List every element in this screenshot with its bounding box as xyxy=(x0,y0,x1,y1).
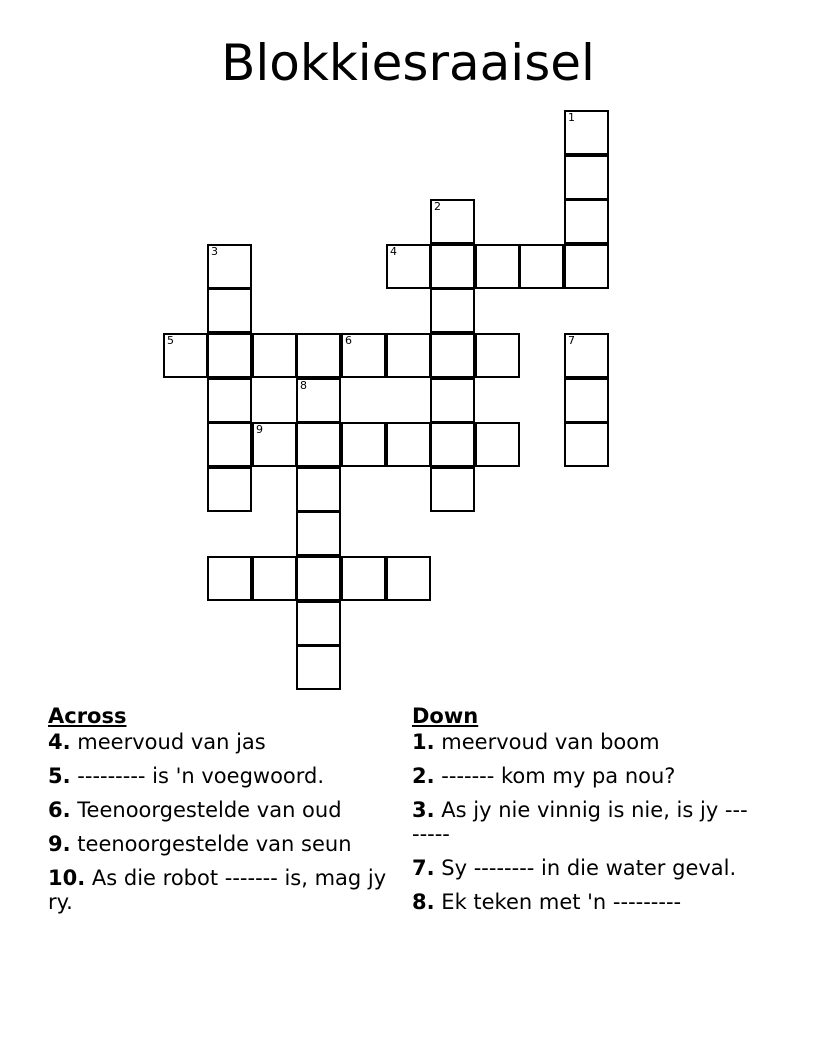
clue-across-10: 10. As die robot ------- is, mag jy ry. xyxy=(48,866,387,914)
crossword-cell[interactable] xyxy=(252,333,297,378)
clue-down-3: 3. As jy nie vinnig is nie, is jy -------- xyxy=(412,798,748,846)
crossword-cell[interactable] xyxy=(341,422,386,467)
cell-number: 1 xyxy=(568,111,575,124)
crossword-cell[interactable] xyxy=(564,422,609,467)
crossword-cell[interactable] xyxy=(430,378,475,423)
cell-number: 8 xyxy=(300,379,307,392)
crossword-cell[interactable] xyxy=(296,556,341,601)
across-heading: Across xyxy=(48,704,127,728)
crossword-cell[interactable] xyxy=(430,422,475,467)
crossword-cell[interactable] xyxy=(296,511,341,556)
crossword-cell[interactable] xyxy=(207,244,252,289)
crossword-cell[interactable] xyxy=(207,288,252,333)
cell-number: 2 xyxy=(434,200,441,213)
crossword-cell[interactable] xyxy=(296,378,341,423)
cell-number: 6 xyxy=(345,334,352,347)
crossword-cell[interactable] xyxy=(475,422,520,467)
crossword-cell[interactable] xyxy=(564,199,609,244)
across-clues xyxy=(48,702,398,924)
crossword-cell[interactable] xyxy=(564,378,609,423)
clue-down-1: 1. meervoud van boom xyxy=(412,730,660,754)
crossword-cell[interactable] xyxy=(386,556,431,601)
crossword-cell[interactable] xyxy=(296,601,341,646)
crossword-cell[interactable] xyxy=(475,244,520,289)
crossword-cell[interactable] xyxy=(296,422,341,467)
crossword-cell[interactable] xyxy=(163,333,208,378)
clue-down-8: 8. Ek teken met 'n --------- xyxy=(412,890,682,914)
clue-down-2: 2. ------- kom my pa nou? xyxy=(412,764,676,788)
crossword-cell[interactable] xyxy=(386,333,431,378)
page-title: Blokkiesraaisel xyxy=(221,34,595,92)
crossword-cell[interactable] xyxy=(386,244,431,289)
crossword-cell[interactable] xyxy=(430,467,475,512)
clue-down-7: 7. Sy -------- in die water geval. xyxy=(412,856,737,880)
crossword-cell[interactable] xyxy=(564,110,609,155)
crossword-cell[interactable] xyxy=(207,556,252,601)
crossword-cell[interactable] xyxy=(386,422,431,467)
crossword-cell[interactable] xyxy=(430,244,475,289)
crossword-cell[interactable] xyxy=(475,333,520,378)
crossword-cell[interactable] xyxy=(252,422,297,467)
clue-across-4: 4. meervoud van jas xyxy=(48,730,266,754)
crossword-cell[interactable] xyxy=(430,199,475,244)
crossword-cell[interactable] xyxy=(207,467,252,512)
crossword-cell[interactable] xyxy=(341,556,386,601)
crossword-cell[interactable] xyxy=(296,645,341,690)
cell-number: 9 xyxy=(256,423,263,436)
down-clues xyxy=(412,702,752,924)
crossword-cell[interactable] xyxy=(564,333,609,378)
crossword-cell[interactable] xyxy=(296,333,341,378)
crossword-cell[interactable] xyxy=(564,155,609,200)
cell-number: 4 xyxy=(390,245,397,258)
down-heading: Down xyxy=(412,704,479,728)
crossword-cell[interactable] xyxy=(207,378,252,423)
clue-across-6: 6. Teenoorgestelde van oud xyxy=(48,798,342,822)
crossword-cell[interactable] xyxy=(252,556,297,601)
clue-across-9: 9. teenoorgestelde van seun xyxy=(48,832,352,856)
cell-number: 7 xyxy=(568,334,575,347)
crossword-cell[interactable] xyxy=(207,333,252,378)
crossword-cell[interactable] xyxy=(564,244,609,289)
crossword-cell[interactable] xyxy=(519,244,564,289)
crossword-cell[interactable] xyxy=(207,422,252,467)
crossword-cell[interactable] xyxy=(296,467,341,512)
clue-across-5: 5. --------- is 'n voegwoord. xyxy=(48,764,325,788)
crossword-cell[interactable] xyxy=(430,333,475,378)
cell-number: 5 xyxy=(167,334,174,347)
crossword-cell[interactable] xyxy=(430,288,475,333)
crossword-cell[interactable] xyxy=(341,333,386,378)
cell-number: 3 xyxy=(211,245,218,258)
